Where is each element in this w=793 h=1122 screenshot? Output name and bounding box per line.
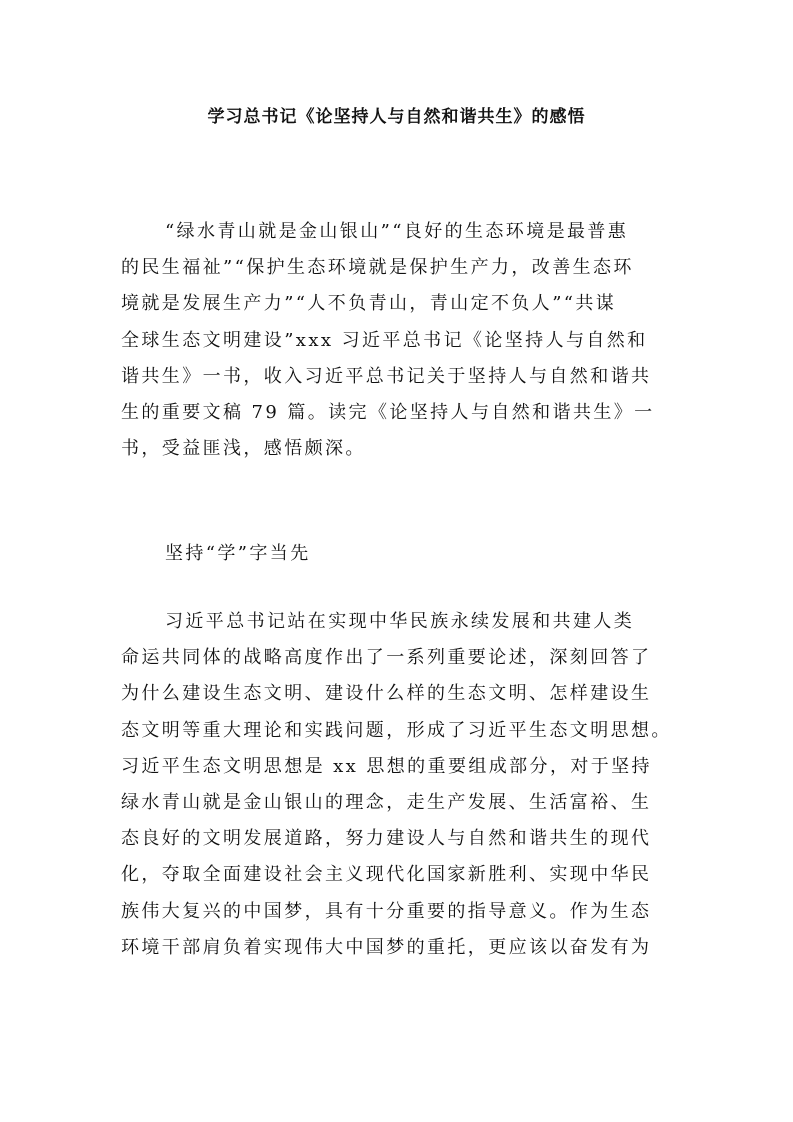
paragraph-line: 族伟大复兴的中国梦，具有十分重要的指导意义。作为生态 xyxy=(121,900,652,922)
paragraph-line: 的民生福祉”“保护生态环境就是保护生产力，改善生态环 xyxy=(121,257,634,279)
paragraph-line: 化，夺取全面建设社会主义现代化国家新胜利、实现中华民 xyxy=(121,864,652,886)
paragraph-line: 命运共同体的战略高度作出了一系列重要论述，深刻回答了 xyxy=(121,647,652,669)
paragraph-line: 为什么建设生态文明、建设什么样的生态文明、怎样建设生 xyxy=(121,683,652,705)
paragraph-line: “绿水青山就是金山银山”“良好的生态环境是最普惠 xyxy=(165,221,629,242)
paragraph-line: 书，受益匪浅，感悟颇深。 xyxy=(121,438,366,460)
section-paragraph xyxy=(121,604,685,966)
section-heading: 坚持“学”字当先 xyxy=(165,543,311,564)
paragraph-line: 态良好的文明发展道路，努力建设人与自然和谐共生的现代 xyxy=(121,828,652,850)
section-heading-block xyxy=(121,536,685,572)
paragraph-line: 习近平生态文明思想是 xx 思想的重要组成部分，对于坚持 xyxy=(121,755,652,777)
paragraph-line: 全球生态文明建设”xxx 习近平总书记《论坚持人与自然和 xyxy=(121,329,648,351)
paragraph-line: 生的重要文稿 79 篇。读完《论坚持人与自然和谐共生》一 xyxy=(121,402,655,424)
paragraph-line: 绿水青山就是金山银山的理念，走生产发展、生活富裕、生 xyxy=(121,792,652,814)
paragraph-line: 环境干部肩负着实现伟大中国梦的重托，更应该以奋发有为 xyxy=(121,936,652,958)
paragraph-line: 谐共生》一书，收入习近平总书记关于坚持人与自然和谐共 xyxy=(121,365,652,387)
document-title: 学习总书记《论坚持人与自然和谐共生》的感悟 xyxy=(207,107,586,127)
paragraph-line: 习近平总书记站在实现中华民族永续发展和共建人类 xyxy=(165,611,635,632)
paragraph-line: 境就是发展生产力”“人不负青山，青山定不负人”“共谋 xyxy=(121,293,617,315)
intro-paragraph xyxy=(121,214,685,467)
paragraph-line: 态文明等重大理论和实践问题，形成了习近平生态文明思想。 xyxy=(121,719,672,741)
